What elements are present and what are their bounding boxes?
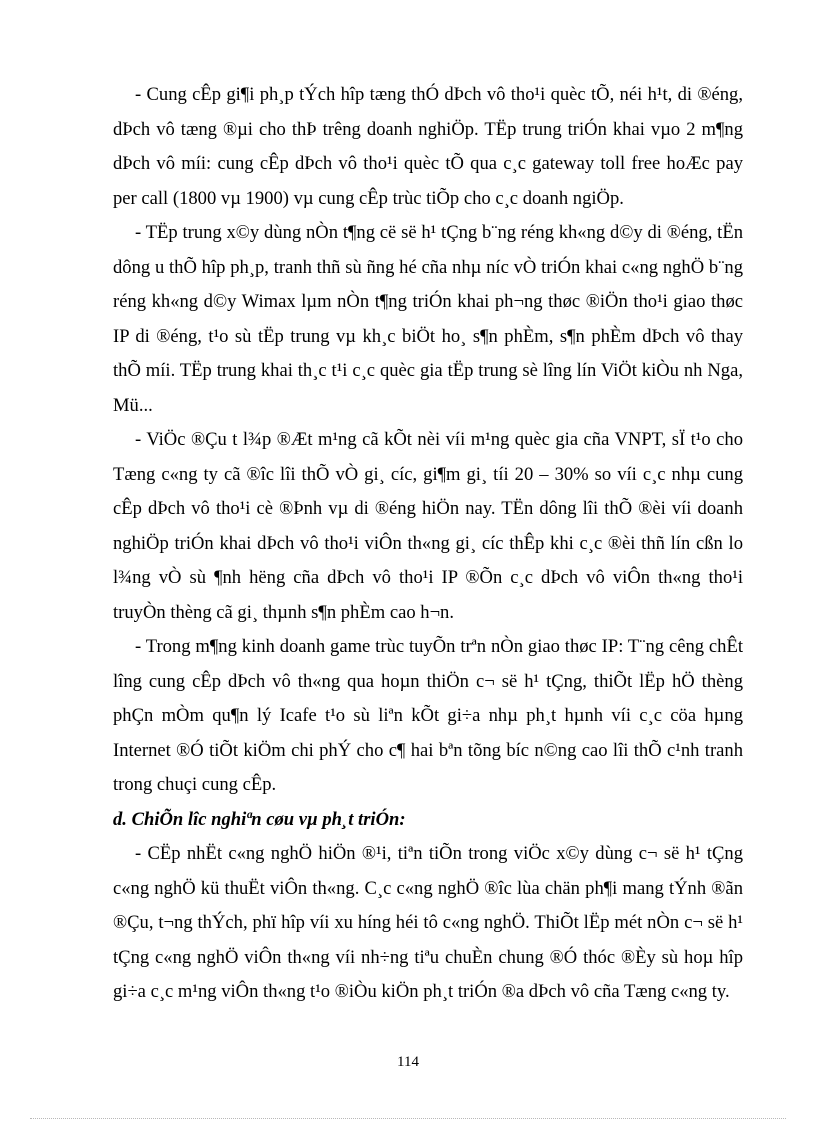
page-number: 114 (397, 1054, 419, 1070)
paragraph-vnpt-network: - ViÖc ®Çu t l¾p ®Æt m¹ng cã kÕt nèi víi m¹ng quèc gia cña VNPT, sÏ t¹o cho Tæng c«ng ty cã ®îc lîi thÕ vÒ gi¸ cíc, gi¶m gi¸ tíi 20 – 30% so víi c¸c nhµ cung cÊp dÞch vô tho¹i cè ®Þnh vµ di ®éng hiÖn nay. TËn dông lîi thÕ ®èi víi doanh nghiÖp triÓn khai dÞch vô tho¹i viÔn th«ng gi¸ cíc thÊp khi c¸c ®èi thñ lín cßn lo l¾ng vÒ sù ¶nh hëng cña dÞch vô tho¹i IP ®Õn c¸c dÞch vô viÔn th«ng tho¹i truyÒn thèng cã gi¸ thµnh s¶n phÈm cao h¬n. (113, 429, 743, 623)
section-heading-research-strategy: d. ChiÕn lîc nghiªn cøu vµ ph¸t triÓn: (113, 808, 406, 830)
body-text (113, 78, 743, 1010)
footer-dotted-rule (30, 1118, 786, 1119)
paragraph-gateway-services: - Cung cÊp gi¶i ph¸p tÝch hîp tæng thÓ dÞch vô tho¹i quèc tÕ, néi h¹t, di ®éng, dÞch vô tæng ®µi cho thÞ trêng doanh nghiÖp. TËp trung triÓn khai vµo 2 m¶ng dÞch vô míi: cung cÊp dÞch vô tho¹i quèc tÕ qua c¸c gateway toll free hoÆc pay per call (1800 vµ 1900) vµ cung cÊp trùc tiÕp cho c¸c doanh ngiÖp. (113, 84, 743, 209)
paragraph-online-game: - Trong m¶ng kinh doanh game trùc tuyÕn trªn nÒn giao thøc IP: T¨ng cêng chÊt lîng cung cÊp dÞch vô th«ng qua hoµn thiÖn c¬ së h¹ tÇng, thiÕt lËp hÖ thèng phÇn mÒm qu¶n lý Icafe t¹o sù liªn kÕt gi÷a nhµ ph¸t hµnh víi c¸c cöa hµng Internet ®Ó tiÕt kiÖm chi phÝ cho c¶ hai bªn tõng bíc n©ng cao lîi thÕ c¹nh tranh trong chuçi cung cÊp. (113, 636, 743, 795)
paragraph-wimax-infrastructure: - TËp trung x©y dùng nÒn t¶ng cë së h¹ tÇng b¨ng réng kh«ng d©y di ®éng, tËn dông u thÕ hîp ph¸p, tranh thñ sù ñng hé cña nhµ níc vÒ triÓn khai c«ng nghÖ b¨ng réng kh«ng d©y Wimax lµm nÒn t¶ng triÓn khai ph¬ng thøc ®iÖn tho¹i giao thøc IP di ®éng, t¹o sù tËp trung vµ kh¸c biÖt ho¸ s¶n phÈm, s¶n phÈm dÞch vô thay thÕ míi. TËp trung khai th¸c t¹i c¸c quèc gia tËp trung sè lîng lín ViÖt kiÒu nh Nga, Mü... (113, 222, 743, 416)
paragraph-technology-update: - CËp nhËt c«ng nghÖ hiÖn ®¹i, tiªn tiÕn trong viÖc x©y dùng c¬ së h¹ tÇng c«ng nghÖ kü thuËt viÔn th«ng. C¸c c«ng nghÖ ®îc lùa chän ph¶i mang tÝnh ®ãn ®Çu, t¬ng thÝch, phï hîp víi xu híng héi tô c«ng nghÖ. ThiÕt lËp mét nÒn c¬ së h¹ tÇng c«ng nghÖ viÔn th«ng víi nh÷ng tiªu chuÈn chung ®Ó thóc ®Èy sù hoµ hîp gi÷a c¸c m¹ng viÔn th«ng t¹o ®iÒu kiÖn ph¸t triÓn ®a dÞch vô cña Tæng c«ng ty. (113, 843, 743, 1002)
